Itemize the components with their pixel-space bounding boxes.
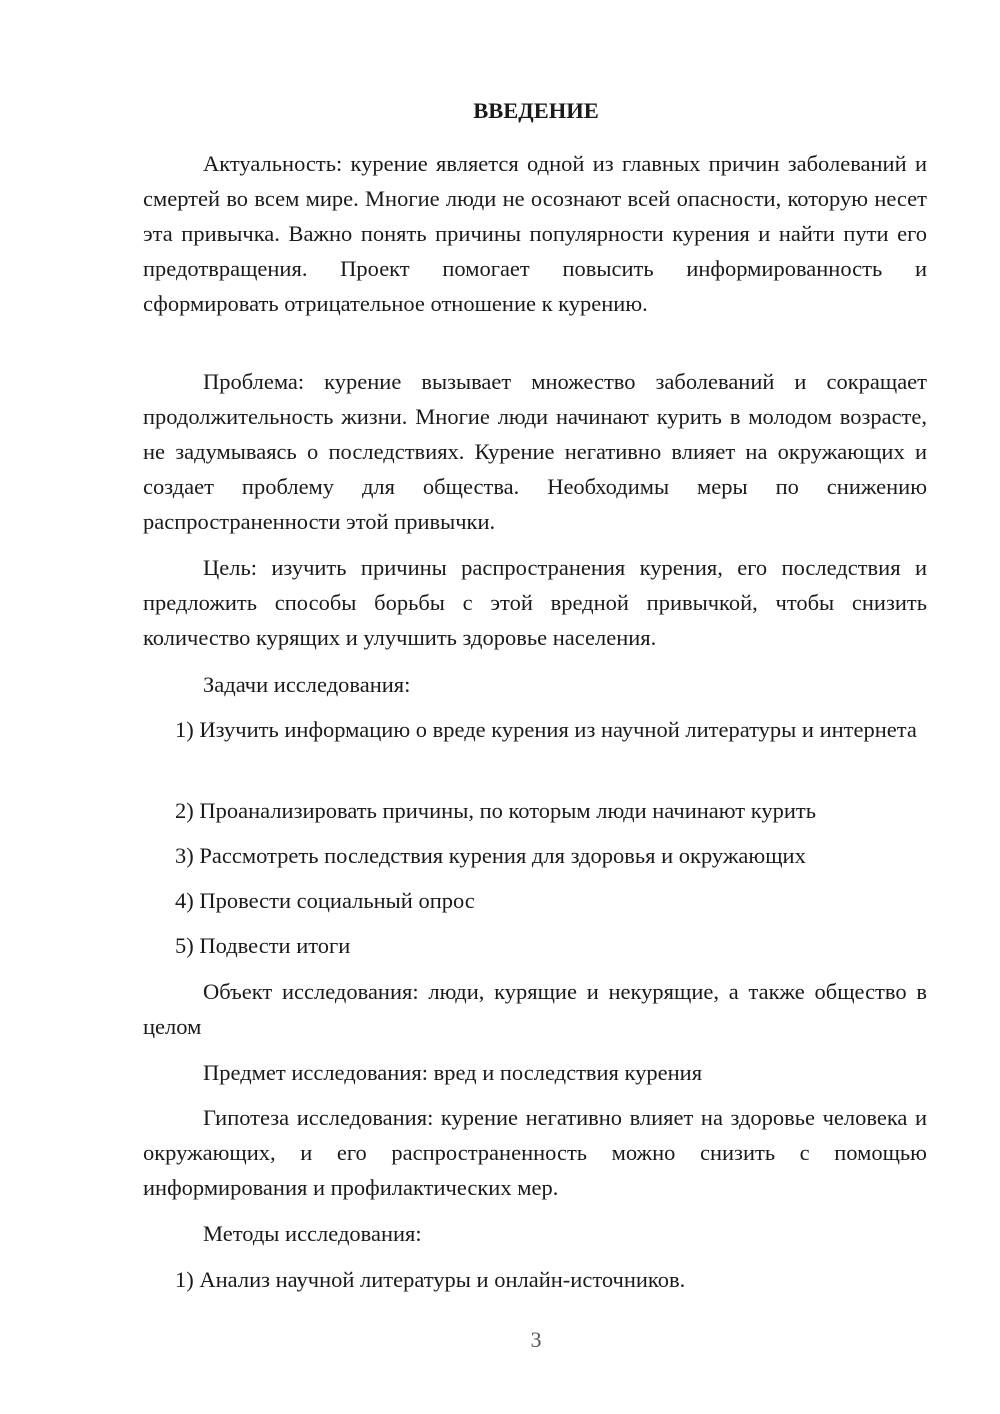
- task-item-2-block: [143, 793, 927, 828]
- page-title: ВВЕДЕНИЕ: [473, 98, 599, 123]
- task-item-4-block: [143, 883, 927, 918]
- task-item-5: 5) Подвести итоги: [175, 933, 351, 958]
- task-item-4: 4) Провести социальный опрос: [175, 888, 475, 913]
- subject-paragraph: Предмет исследования: вред и последствия курения: [203, 1060, 703, 1085]
- task-item-5-block: [143, 928, 927, 963]
- hypothesis-paragraph: Гипотеза исследования: курение негативно влияет на здоровье человека и окружающих, и его распространенность можно снизить с помощью информирования и профилактических мер.: [143, 1105, 927, 1200]
- goal-paragraph: Цель: изучить причины распространения курения, его последствия и предложить способы борьбы с этой вредной привычкой, чтобы снизить количество курящих и улучшить здоровье населения.: [143, 555, 927, 650]
- hypothesis-paragraph-block: [143, 1100, 927, 1205]
- task-item-1: 1) Изучить информацию о вреде курения из научной литературы и интернета: [175, 717, 917, 742]
- problem-paragraph-block: [143, 364, 927, 539]
- relevance-paragraph: Актуальность: курение является одной из главных причин заболеваний и смертей во всем мире. Многие люди не осознают всей опасности, которую несет эта привычка. Важно понять причины популярности курения и найти пути его предотвращения. Проект помогает повысить информированность и сформировать отрицательное отношение к курению.: [143, 151, 927, 316]
- task-item-3-block: [143, 838, 927, 873]
- relevance-paragraph-block: [143, 146, 927, 321]
- task-item-1-block: [143, 712, 927, 747]
- methods-heading: Методы исследования:: [203, 1221, 422, 1246]
- page-number: 3: [530, 1327, 542, 1352]
- tasks-heading: Задачи исследования:: [203, 672, 411, 697]
- tasks-heading-block: [143, 667, 927, 702]
- methods-heading-block: [143, 1216, 927, 1251]
- task-item-2: 2) Проанализировать причины, по которым люди начинают курить: [175, 798, 816, 823]
- problem-paragraph: Проблема: курение вызывает множество заболеваний и сокращает продолжительность жизни. Многие люди начинают курить в молодом возрасте, не задумываясь о последствиях. Курение негативно влияет на окружающих и создает проблему для общества. Необходимы меры по снижению распространенности этой привычки.: [143, 369, 927, 534]
- task-item-3: 3) Рассмотреть последствия курения для здоровья и окружающих: [175, 843, 806, 868]
- method-item-1: 1) Анализ научной литературы и онлайн-источников.: [175, 1267, 686, 1292]
- subject-paragraph-block: [143, 1055, 927, 1090]
- method-item-1-block: [143, 1262, 927, 1297]
- goal-paragraph-block: [143, 550, 927, 655]
- object-paragraph-block: [143, 974, 927, 1044]
- object-paragraph: Объект исследования: люди, курящие и некурящие, а также общество в целом: [143, 979, 927, 1039]
